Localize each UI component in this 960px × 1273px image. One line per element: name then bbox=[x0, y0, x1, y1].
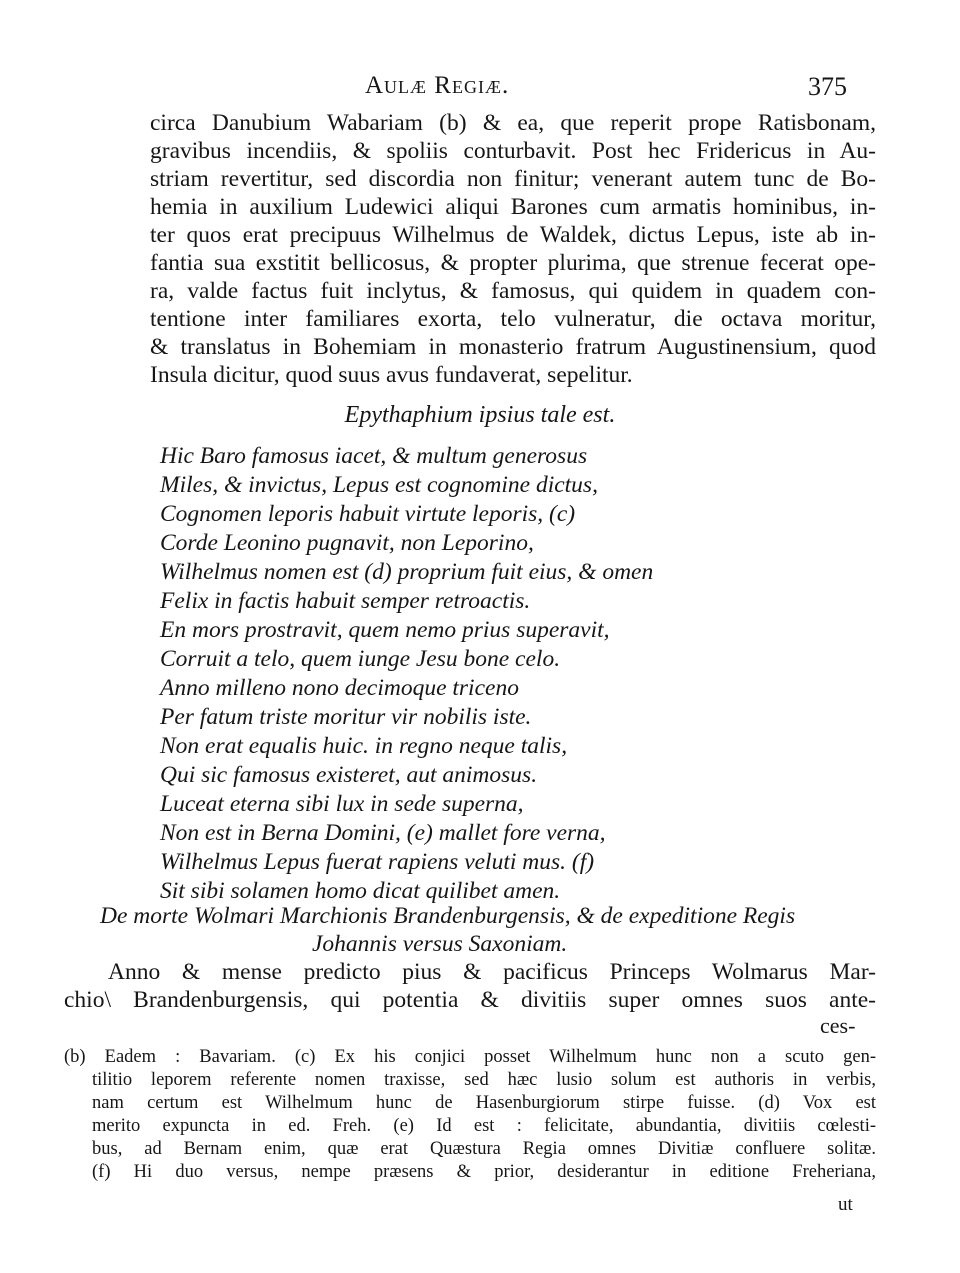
running-head bbox=[0, 70, 960, 106]
section-catchword: ces- bbox=[820, 1013, 856, 1038]
section-title-line: De morte Wolmari Marchionis Brandenburgensis, & de expeditione Regis bbox=[100, 903, 796, 929]
text-line: Anno & mense predicto pius & pacificus Princeps Wolmarus Mar- bbox=[108, 959, 876, 985]
verse-line: Anno milleno nono decimoque triceno bbox=[160, 675, 519, 701]
footnote-line: (b) Eadem : Bavariam. (c) Ex his conjici posset Wilhelmum hunc non a scuto gen- bbox=[64, 1047, 876, 1067]
running-head-title: Aulæ Regiæ. bbox=[365, 72, 510, 99]
footnote-line: bus, ad Bernam enim, quæ erat Quæstura Regia omnes Divitiæ confluere solitæ. bbox=[92, 1139, 876, 1159]
text-line: ra, valde factus fuit inclytus, & famosus, qui quidem in quadem con- bbox=[150, 278, 876, 304]
footnote-line: (f) Hi duo versus, nempe præsens & prior, desiderantur in editione Freheriana, bbox=[92, 1162, 876, 1182]
text-line: ter quos erat precipuus Wilhelmus de Waldek, dictus Lepus, iste ab in- bbox=[150, 222, 876, 248]
text-line: circa Danubium Wabariam (b) & ea, que reperit prope Ratisbonam, bbox=[150, 110, 876, 136]
verse-line: Cognomen leporis habuit virtute leporis, (c) bbox=[160, 501, 576, 527]
text-line: chio\ Brandenburgensis, qui potentia & divitiis super omnes suos ante- bbox=[64, 987, 876, 1013]
page-number: 375 bbox=[808, 72, 847, 101]
text-line: striam revertitur, sed discordia non finitur; venerant autem tunc de Bo- bbox=[150, 166, 876, 192]
text-line: gravibus incendiis, & spoliis conturbavit. Post hec Fridericus in Au- bbox=[150, 138, 876, 164]
verse-line: Non est in Berna Domini, (e) mallet fore verna, bbox=[160, 820, 606, 846]
verse-line: Wilhelmus nomen est (d) proprium fuit eius, & omen bbox=[160, 559, 654, 585]
footnote-line: nam certum est Wilhelmum hunc de Hasenburgiorum stirpe fuisse. (d) Vox est bbox=[92, 1093, 876, 1113]
section-title-line: Johannis versus Saxoniam. bbox=[312, 931, 568, 957]
text-line: Insula dicitur, quod suus avus fundaverat, sepelitur. bbox=[150, 362, 633, 388]
text-line: hemia in auxilium Ludewici aliqui Barones cum armatis hominibus, in- bbox=[150, 194, 876, 220]
verse-line: Luceat eterna sibi lux in sede superna, bbox=[160, 791, 524, 817]
verse-line: Non erat equalis huic. in regno neque talis, bbox=[160, 733, 568, 759]
verse-line: Felix in factis habuit semper retroactis. bbox=[160, 588, 531, 614]
verse-line: Qui sic famosus existeret, aut animosus. bbox=[160, 762, 538, 788]
verse-line: Miles, & invictus, Lepus est cognomine dictus, bbox=[160, 472, 598, 498]
verse-line: En mors prostravit, quem nemo prius superavit, bbox=[160, 617, 610, 643]
text-line: fantia sua exstitit bellicosus, & propter plurima, que strenue fecerat ope- bbox=[150, 250, 876, 276]
epitaph-heading: Epythaphium ipsius tale est. bbox=[344, 402, 616, 428]
verse-line: Corde Leonino pugnavit, non Leporino, bbox=[160, 530, 534, 556]
page-catchword: ut bbox=[838, 1194, 853, 1215]
verse-line: Wilhelmus Lepus fuerat rapiens veluti mus. (f) bbox=[160, 849, 595, 875]
verse-line: Corruit a telo, quem iunge Jesu bone celo. bbox=[160, 646, 561, 672]
verse-line: Sit sibi solamen homo dicat quilibet amen. bbox=[160, 878, 561, 904]
text-line: & translatus in Bohemiam in monasterio fratrum Augustinensium, quod bbox=[150, 334, 876, 360]
text-line: tentione inter familiares exorta, telo vulneratur, die octava moritur, bbox=[150, 306, 876, 332]
verse-line: Hic Baro famosus iacet, & multum generosus bbox=[160, 443, 588, 469]
footnote-line: merito expuncta in ed. Freh. (e) Id est : felicitate, abundantia, divitiis cœlesti- bbox=[92, 1116, 876, 1136]
verse-line: Per fatum triste moritur vir nobilis iste. bbox=[160, 704, 532, 730]
footnote-line: tilitio leporem referente nomen traxisse, sed hæc lusio solum est authoris in verbis, bbox=[92, 1070, 876, 1090]
